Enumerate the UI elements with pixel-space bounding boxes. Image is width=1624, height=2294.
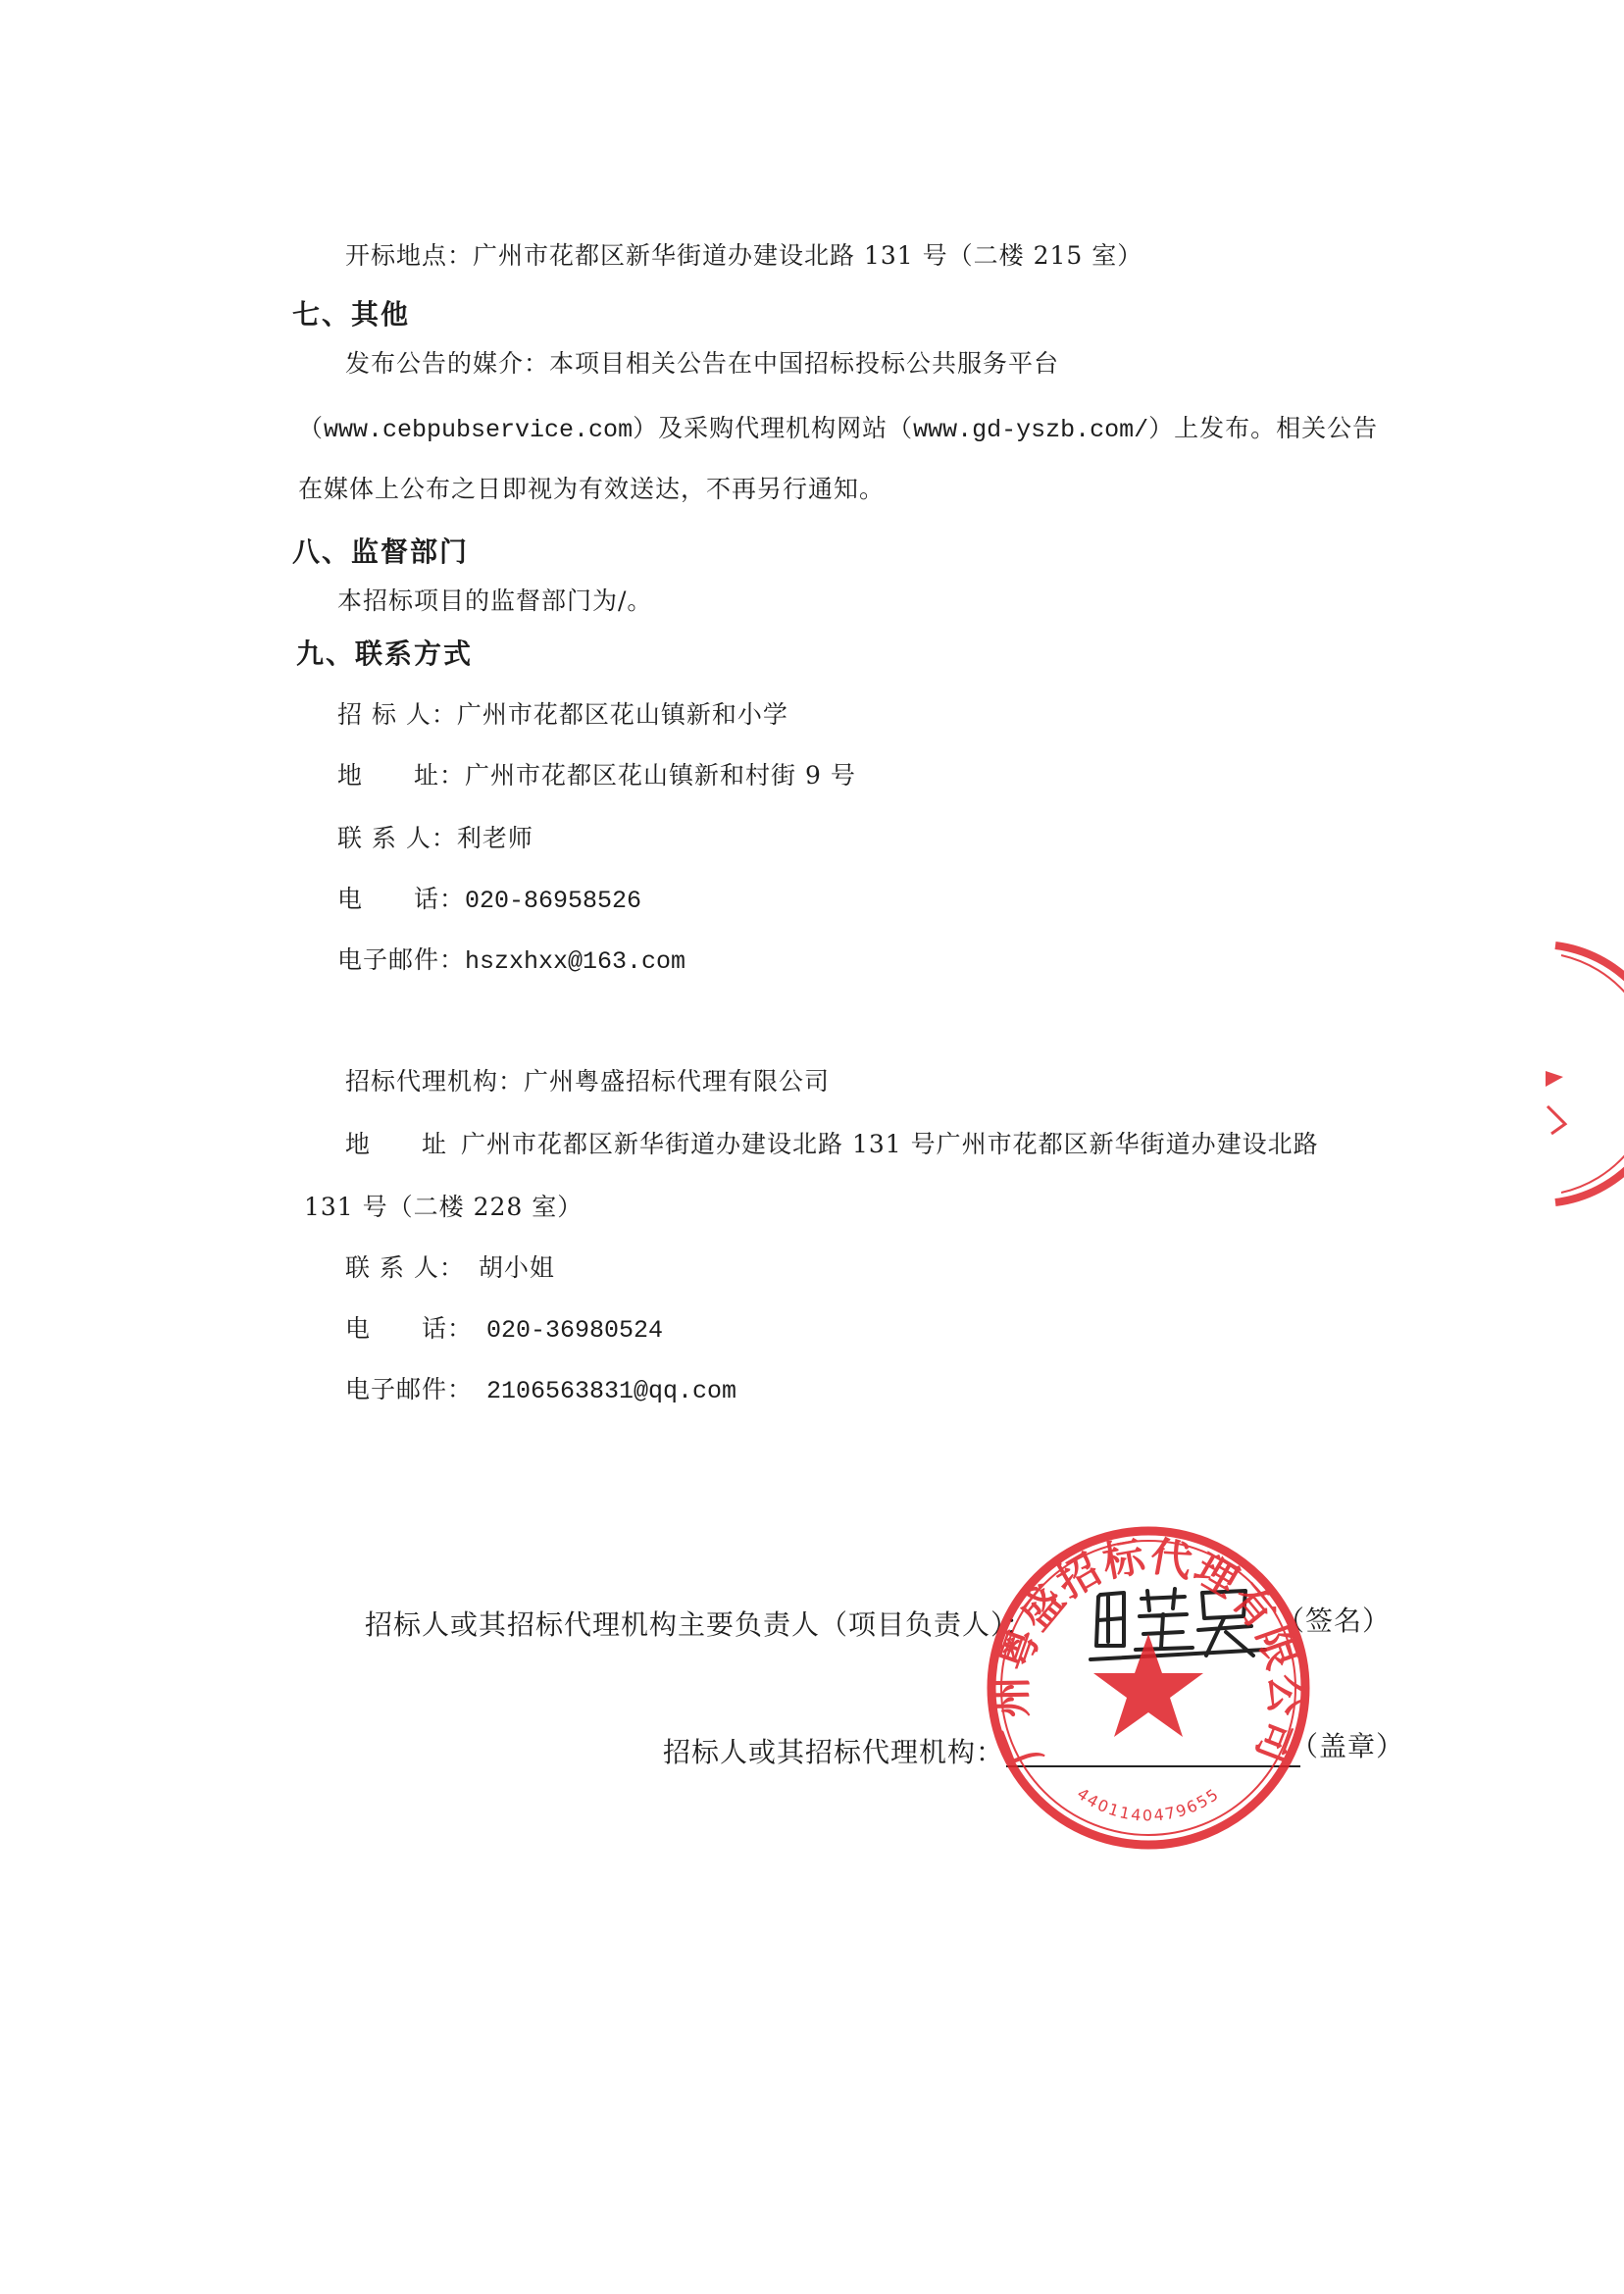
tenderer-phone-value: 020-86958526: [465, 887, 642, 915]
edge-seal: [1546, 932, 1624, 1216]
tenderer-contact-label: 联 系 人：: [337, 824, 457, 852]
svg-text:4401140479655: [1074, 1784, 1223, 1824]
opening-location-value: 广州市花都区新华街道办建设北路 131 号（二楼 215 室）: [473, 241, 1143, 270]
signature-line-suffix: （签名）: [1277, 1605, 1392, 1637]
agency-address-label: 地 址: [345, 1130, 448, 1158]
agency-email-value: 2106563831@qq.com: [486, 1377, 737, 1405]
tenderer-phone-row: [337, 883, 641, 918]
agency-phone-row: [345, 1312, 663, 1348]
agency-name-value: 广州粤盛招标代理有限公司: [524, 1067, 831, 1096]
edge-seal-inner-ring: [1561, 955, 1624, 1193]
seal-company-text: 广州粤盛招标代理有限公司: [987, 1531, 1310, 1772]
stamp-line-text: 招标人或其招标代理机构：: [663, 1736, 1005, 1768]
agency-contact-row: [345, 1251, 555, 1285]
opening-location-label: 开标地点：: [345, 241, 474, 270]
agency-email-label: 电子邮件：: [345, 1375, 474, 1403]
tenderer-contact-row: [337, 822, 533, 855]
agency-contact-value: 胡小姐: [478, 1253, 555, 1282]
section-8-heading: 八、监督部门: [292, 535, 470, 568]
tenderer-phone-label: 电 话：: [337, 885, 466, 913]
tenderer-email-row: [337, 943, 685, 979]
tenderer-email-label: 电子邮件：: [337, 945, 466, 974]
tenderer-address-value: 广州市花都区花山镇新和村街 9 号: [465, 761, 856, 790]
section-7-media-line-2: （www.cebpubservice.com）及采购代理机构网站（www.gd-yszb.com/）上发布。相关公告: [298, 414, 1379, 444]
tenderer-name-label: 招 标 人：: [337, 700, 457, 729]
agency-phone-value: 020-36980524: [486, 1316, 664, 1345]
opening-location: [345, 239, 1142, 273]
section-7-heading: 七、其他: [292, 298, 411, 331]
tenderer-name-row: [337, 698, 788, 732]
section-7-media-line-1: 发布公告的媒介：本项目相关公告在中国招标投标公共服务平台: [345, 349, 1060, 378]
edge-seal-ring: [1555, 945, 1624, 1202]
section-7-media-line-3: 在媒体上公布之日即视为有效送达，不再另行通知。: [298, 475, 886, 503]
edge-seal-star-fragment: [1546, 1071, 1563, 1087]
section-9-heading: 九、联系方式: [296, 637, 474, 670]
stamp-line-suffix: （盖章）: [1291, 1730, 1405, 1762]
agency-contact-label: 联 系 人：: [345, 1253, 465, 1282]
cebpubservice-url: www.cebpubservice.com: [324, 416, 634, 444]
seal-star-icon: [1093, 1634, 1203, 1737]
tenderer-address-row: [337, 759, 856, 792]
company-seal: [977, 1516, 1320, 1860]
agency-name-label: 招标代理机构：: [345, 1067, 525, 1096]
agency-phone-label: 电 话：: [345, 1314, 474, 1343]
tenderer-email-value: hszxhxx@163.com: [465, 947, 686, 976]
agency-website-url: www.gd-yszb.com/: [913, 416, 1149, 444]
tenderer-address-label: 地 址：: [337, 761, 466, 790]
agency-name-row: [345, 1065, 830, 1098]
agency-email-row: [345, 1373, 736, 1408]
tenderer-contact-value: 利老师: [456, 824, 533, 852]
section-8-text: 本招标项目的监督部门为/。: [337, 586, 653, 615]
agency-address-row: [345, 1128, 1319, 1161]
signature-line-text: 招标人或其招标代理机构主要负责人（项目负责人）：: [365, 1608, 1035, 1641]
agency-address-value-line-2: 131 号（二楼 228 室）: [304, 1193, 584, 1221]
agency-address-value-line-1: 广州市花都区新华街道办建设北路 131 号广州市花都区新华街道办建设北路: [461, 1130, 1319, 1158]
tenderer-name-value: 广州市花都区花山镇新和小学: [456, 700, 788, 729]
seal-number-text: 4401140479655: [1073, 1784, 1224, 1825]
